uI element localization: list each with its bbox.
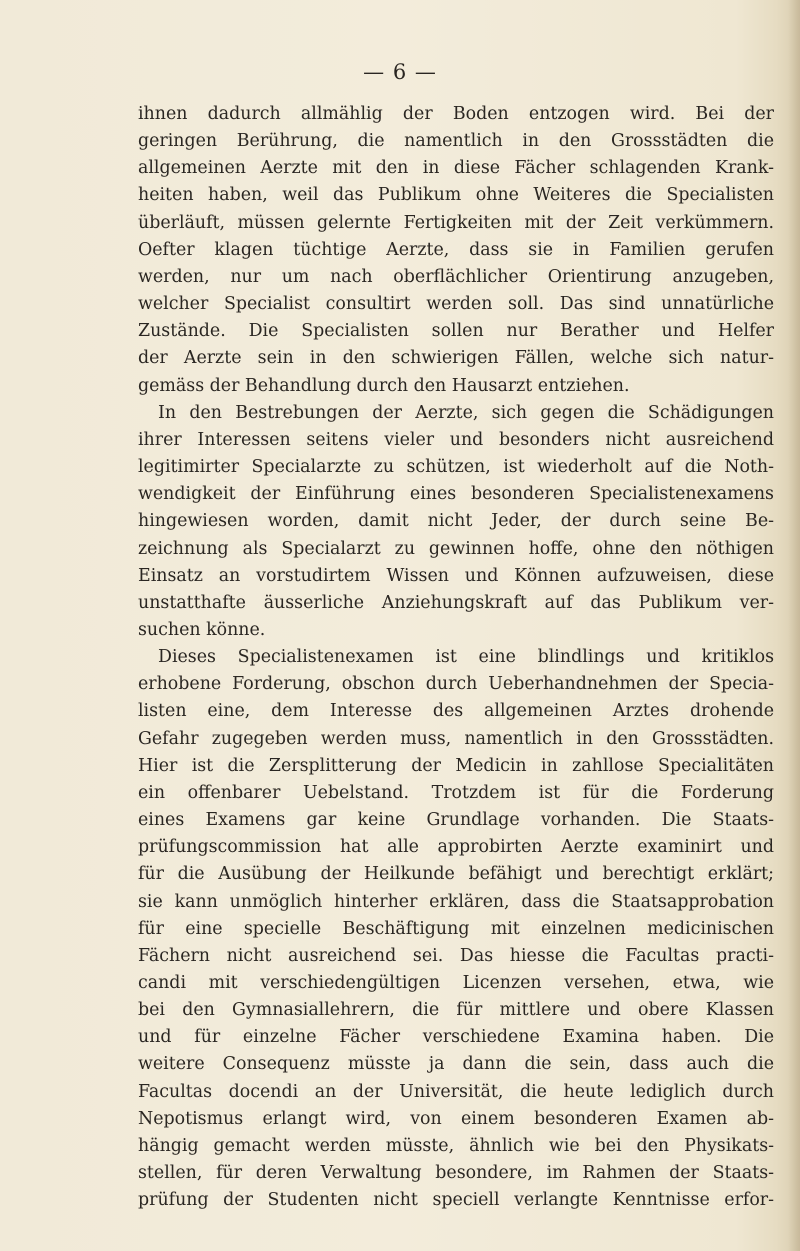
text-line: weitere Consequenz müsste ja dann die sein, dass auch die: [138, 1054, 774, 1075]
text-line: legitimirter Specialarzte zu schützen, ist wiederholt auf die Noth-: [138, 457, 774, 478]
text-line: allgemeinen Aerzte mit den in diese Fächer schlagenden Krank-: [138, 158, 774, 179]
text-line: überläuft, müssen gelernte Fertigkeiten mit der Zeit verkümmern.: [138, 212, 774, 233]
text-line: suchen könne.: [138, 619, 266, 640]
body-text: [138, 101, 774, 1214]
text-line: hängig gemacht werden müsste, ähnlich wie bei den Physikats-: [138, 1135, 774, 1156]
text-line: prüfungscommission hat alle approbirten Aerzte examinirt und: [138, 837, 774, 858]
text-line: gemäss der Behandlung durch den Hausarzt entziehen.: [138, 375, 630, 396]
text-line: heiten haben, weil das Publikum ohne Weiteres die Specialisten: [138, 185, 774, 206]
text-line: In den Bestrebungen der Aerzte, sich gegen die Schädigungen: [158, 402, 774, 423]
page-edge-shadow: [788, 0, 800, 1251]
text-line: zeichnung als Specialarzt zu gewinnen hoffe, ohne den nöthigen: [138, 538, 774, 559]
text-line: Facultas docendi an der Universität, die heute lediglich durch: [138, 1081, 774, 1102]
text-line: Dieses Specialistenexamen ist eine blindlings und kritiklos: [158, 647, 774, 668]
text-line: Hier ist die Zersplitterung der Medicin in zahllose Specialitäten: [138, 755, 774, 776]
text-line: der Aerzte sein in den schwierigen Fällen, welche sich natur-: [138, 348, 774, 369]
text-line: Einsatz an vorstudirtem Wissen und Können aufzuweisen, diese: [138, 565, 774, 586]
text-line: unstatthafte äusserliche Anziehungskraft auf das Publikum ver-: [138, 592, 774, 613]
text-line: für die Ausübung der Heilkunde befähigt und berechtigt erklärt;: [138, 864, 774, 885]
text-line: ihnen dadurch allmählig der Boden entzogen wird. Bei der: [138, 104, 774, 124]
text-line: Nepotismus erlangt wird, von einem besonderen Examen ab-: [138, 1108, 774, 1129]
text-line: ein offenbarer Uebelstand. Trotzdem ist für die Forderung: [138, 782, 774, 803]
text-line: bei den Gymnasiallehrern, die für mittlere und obere Klassen: [138, 1000, 774, 1021]
text-line: prüfung der Studenten nicht speciell verlangte Kenntnisse erfor-: [138, 1190, 774, 1211]
page-number: — 6 —: [363, 60, 437, 84]
text-line: werden, nur um nach oberflächlicher Orientirung anzugeben,: [138, 266, 774, 287]
text-line: hingewiesen worden, damit nicht Jeder, der durch seine Be-: [138, 511, 774, 532]
text-line: Oefter klagen tüchtige Aerzte, dass sie in Familien gerufen: [138, 239, 774, 260]
text-line: Zustände. Die Specialisten sollen nur Berather und Helfer: [138, 321, 774, 342]
text-line: stellen, für deren Verwaltung besondere, im Rahmen der Staats-: [138, 1163, 774, 1184]
text-line: eines Examens gar keine Grundlage vorhanden. Die Staats-: [138, 810, 774, 831]
text-line: erhobene Forderung, obschon durch Ueberhandnehmen der Specia-: [138, 674, 774, 695]
text-line: wendigkeit der Einführung eines besonderen Specialistenexamens: [138, 484, 774, 505]
text-line: ihrer Interessen seitens vieler und besonders nicht ausreichend: [138, 429, 774, 450]
text-line: sie kann unmöglich hinterher erklären, dass die Staatsapprobation: [138, 891, 774, 912]
text-line: listen eine, dem Interesse des allgemeinen Arztes drohende: [138, 701, 774, 722]
text-line: geringen Berührung, die namentlich in den Grossstädten die: [138, 131, 774, 152]
text-line: und für einzelne Fächer verschiedene Examina haben. Die: [138, 1027, 774, 1048]
text-line: welcher Specialist consultirt werden soll. Das sind unnatürliche: [138, 294, 774, 315]
text-line: für eine specielle Beschäftigung mit einzelnen medicinischen: [138, 918, 774, 939]
text-line: Fächern nicht ausreichend sei. Das hiesse die Facultas practi-: [138, 945, 774, 966]
text-line: candi mit verschiedengültigen Licenzen versehen, etwa, wie: [138, 973, 774, 993]
text-line: Gefahr zugegeben werden muss, namentlich in den Grossstädten.: [138, 728, 774, 749]
